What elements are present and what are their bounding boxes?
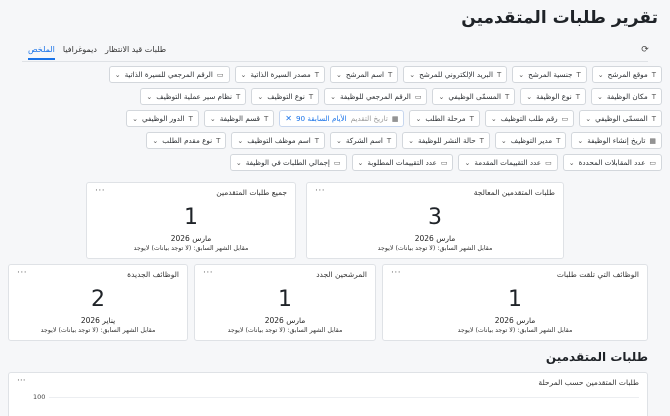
chevron-down-icon: ⌄ bbox=[500, 136, 507, 145]
kpi-compare: مقابل الشهر السابق: (لا توجد بيانات) لايوجد bbox=[227, 327, 343, 334]
filter-chip[interactable] bbox=[230, 154, 347, 171]
chevron-down-icon: ⌄ bbox=[146, 92, 153, 101]
kpi-compare: مقابل الشهر السابق: (لا توجد بيانات) لايوجد bbox=[133, 245, 249, 252]
more-horizontal-icon[interactable]: ··· bbox=[17, 268, 28, 278]
kpi-compare: مقابل الشهر السابق: (لا توجد بيانات) لايوجد bbox=[40, 327, 156, 334]
id-field-icon: ▭ bbox=[216, 70, 224, 79]
filter-label: اسم الشركة bbox=[345, 136, 383, 145]
filter-chip[interactable] bbox=[126, 110, 199, 127]
kpi-compare: مقابل الشهر السابق: (لا توجد بيانات) لايوجد bbox=[377, 245, 493, 252]
kpi-card-jobs-received bbox=[382, 264, 648, 341]
chevron-down-icon: ⌄ bbox=[415, 114, 422, 123]
kpi-title: جميع طلبات المتقدمين bbox=[216, 188, 287, 197]
filter-chip[interactable] bbox=[330, 132, 397, 149]
filter-row bbox=[8, 88, 662, 105]
kpi-value: 3 bbox=[428, 205, 442, 230]
filter-chip[interactable] bbox=[458, 154, 557, 171]
tabs-bar bbox=[22, 40, 648, 62]
kpi-period: مارس 2026 bbox=[170, 234, 212, 243]
filter-chip[interactable] bbox=[146, 132, 226, 149]
filter-chip[interactable] bbox=[231, 132, 325, 149]
section-title: طلبات المتقدمين bbox=[545, 350, 648, 364]
filter-label: نوع التوظيف bbox=[267, 92, 305, 101]
filter-chip[interactable] bbox=[592, 66, 662, 83]
chevron-down-icon: ⌄ bbox=[585, 114, 592, 123]
kpi-card-all-applications bbox=[86, 182, 296, 259]
filter-label: موقع المرشح bbox=[607, 70, 648, 79]
more-horizontal-icon[interactable]: ··· bbox=[391, 268, 402, 278]
filter-label: المسمّى الوظيفي bbox=[595, 114, 648, 123]
filter-label: البريد الإلكتروني للمرشح bbox=[419, 70, 493, 79]
kpi-period: مارس 2026 bbox=[414, 234, 456, 243]
chevron-down-icon: ⌄ bbox=[464, 158, 471, 167]
chevron-down-icon: ⌄ bbox=[235, 158, 242, 167]
chevron-down-icon: ⌄ bbox=[240, 70, 247, 79]
kpi-value: 1 bbox=[278, 287, 292, 312]
id-field-icon: ▭ bbox=[649, 158, 656, 167]
kpi-period: مارس 2026 bbox=[494, 316, 536, 325]
filter-label: عدد التقييمات المطلوبة bbox=[367, 158, 437, 167]
filter-label: نوع مقدم الطلب bbox=[162, 136, 213, 145]
filter-chip[interactable] bbox=[403, 66, 507, 83]
text-field-icon: T bbox=[216, 136, 221, 145]
chevron-down-icon: ⌄ bbox=[237, 136, 244, 145]
chevron-down-icon: ⌄ bbox=[330, 92, 337, 101]
filter-chip[interactable] bbox=[279, 110, 404, 127]
tab-demographics[interactable]: ديموغرافيا bbox=[62, 45, 97, 54]
more-horizontal-icon[interactable]: ··· bbox=[203, 268, 214, 278]
chart-card-applications-by-stage bbox=[8, 372, 648, 416]
filter-chip[interactable] bbox=[571, 132, 662, 149]
filter-label: تاريخ إنشاء الوظيفة bbox=[587, 136, 646, 145]
filter-chip[interactable] bbox=[512, 66, 586, 83]
page-title: تقرير طلبات المتقدمين bbox=[461, 8, 658, 28]
filter-label: مدير التوظيف bbox=[510, 136, 553, 145]
chart-title: طلبات المتقدمين حسب المرحلة bbox=[538, 378, 639, 387]
filter-chip[interactable] bbox=[330, 66, 398, 83]
text-field-icon: T bbox=[469, 114, 474, 123]
filter-value: الأيام السابقة 90 bbox=[295, 114, 347, 123]
filter-label: المسمّى الوظيفي bbox=[448, 92, 501, 101]
chevron-down-icon: ⌄ bbox=[114, 70, 121, 79]
chevron-down-icon: ⌄ bbox=[568, 158, 575, 167]
filter-chip[interactable] bbox=[520, 88, 586, 105]
kpi-title: طلبات المتقدمين المعالجة bbox=[473, 188, 555, 197]
filters-panel bbox=[8, 66, 662, 176]
kpi-value: 1 bbox=[508, 287, 522, 312]
kpi-title: الوظائف التي تلقت طلبات bbox=[556, 270, 639, 279]
id-field-icon: ▭ bbox=[440, 158, 448, 167]
filter-label: تاريخ التقديم bbox=[350, 114, 388, 123]
calendar-icon: ▦ bbox=[649, 136, 656, 145]
chevron-down-icon: ⌄ bbox=[132, 114, 138, 123]
more-horizontal-icon[interactable]: ··· bbox=[315, 186, 326, 196]
filter-label: الرقم المرجعي للسيرة الذاتية bbox=[124, 70, 213, 79]
text-field-icon: T bbox=[651, 114, 656, 123]
filter-chip[interactable] bbox=[251, 88, 319, 105]
kpi-compare: مقابل الشهر السابق: (لا توجد بيانات) لايوجد bbox=[457, 327, 573, 334]
kpi-value: 2 bbox=[91, 287, 105, 312]
filter-chip[interactable] bbox=[432, 88, 515, 105]
text-field-icon: T bbox=[497, 70, 502, 79]
filter-row bbox=[8, 132, 662, 149]
filter-label: نظام سير عملية التوظيف bbox=[156, 92, 233, 101]
chevron-down-icon: ⌄ bbox=[408, 136, 414, 145]
chevron-down-icon: ⌄ bbox=[357, 158, 364, 167]
kpi-period: مارس 2026 bbox=[264, 316, 306, 325]
clear-filter-icon[interactable]: ✕ bbox=[285, 114, 292, 123]
id-field-icon: ▭ bbox=[333, 158, 341, 167]
kpi-card-new-jobs bbox=[8, 264, 188, 341]
filter-label: الرقم المرجعي للوظيفة bbox=[340, 92, 411, 101]
filter-chip[interactable] bbox=[324, 88, 427, 105]
chevron-down-icon: ⌄ bbox=[152, 136, 159, 145]
text-field-icon: T bbox=[651, 70, 656, 79]
kpi-card-new-candidates bbox=[194, 264, 376, 341]
filter-label: اسم موظف التوظيف bbox=[247, 136, 311, 145]
chevron-down-icon: ⌄ bbox=[336, 136, 342, 145]
filter-chip[interactable] bbox=[140, 88, 246, 105]
text-field-icon: T bbox=[479, 136, 484, 145]
filter-label: مصدر السيرة الذاتية bbox=[250, 70, 311, 79]
filter-label: نوع الوظيفة bbox=[536, 92, 572, 101]
tab-summary[interactable]: الملخص bbox=[28, 45, 55, 60]
filter-chip[interactable] bbox=[563, 154, 662, 171]
filter-label: إجمالي الطلبات في الوظيفة bbox=[245, 158, 330, 167]
chevron-down-icon: ⌄ bbox=[438, 92, 445, 101]
y-axis-tick: 100 bbox=[33, 393, 46, 401]
text-field-icon: T bbox=[651, 92, 656, 101]
text-field-icon: T bbox=[314, 136, 320, 145]
chevron-down-icon: ⌄ bbox=[257, 92, 264, 101]
kpi-card-processed bbox=[306, 182, 564, 259]
kpi-title: المرشحين الجدد bbox=[316, 270, 367, 279]
kpi-period: يناير 2026 bbox=[80, 316, 116, 325]
kpi-title: الوظائف الجديدة bbox=[127, 270, 179, 279]
id-field-icon: ▭ bbox=[545, 158, 552, 167]
filter-chip[interactable] bbox=[402, 132, 490, 149]
filter-label: جنسية المرشح bbox=[528, 70, 573, 79]
filter-chip[interactable] bbox=[352, 154, 454, 171]
text-field-icon: T bbox=[387, 70, 393, 79]
filter-row bbox=[8, 66, 662, 83]
kpi-value: 1 bbox=[184, 205, 198, 230]
filter-label: الدور الوظيفي bbox=[141, 114, 185, 123]
id-field-icon: ▭ bbox=[561, 114, 569, 123]
filter-label: مكان الوظيفة bbox=[606, 92, 648, 101]
text-field-icon: T bbox=[308, 92, 314, 101]
more-horizontal-icon[interactable]: ··· bbox=[95, 186, 106, 196]
tab-pending-applications[interactable]: طلبات قيد الانتظار bbox=[104, 45, 167, 54]
calendar-icon: ▦ bbox=[391, 114, 399, 123]
filter-label: عدد المقابلات المحددة bbox=[578, 158, 646, 167]
chevron-down-icon: ⌄ bbox=[490, 114, 497, 123]
id-field-icon: ▭ bbox=[414, 92, 422, 101]
text-field-icon: T bbox=[504, 92, 510, 101]
text-field-icon: T bbox=[188, 114, 193, 123]
filter-chip[interactable] bbox=[495, 132, 566, 149]
chevron-down-icon: ⌄ bbox=[518, 70, 525, 79]
filter-label: مرحلة الطلب bbox=[425, 114, 466, 123]
filter-row bbox=[8, 154, 662, 171]
filter-label: رقم طلب التوظيف bbox=[500, 114, 558, 123]
filter-chip[interactable] bbox=[591, 88, 662, 105]
chevron-down-icon: ⌄ bbox=[577, 136, 584, 145]
filter-chip[interactable] bbox=[485, 110, 574, 127]
text-field-icon: T bbox=[556, 136, 561, 145]
gridline bbox=[49, 397, 639, 398]
chevron-down-icon: ⌄ bbox=[409, 70, 416, 79]
more-horizontal-icon[interactable]: ··· bbox=[17, 376, 26, 386]
filter-label: اسم المرشح bbox=[345, 70, 384, 79]
text-field-icon: T bbox=[575, 92, 580, 101]
filter-chip[interactable] bbox=[409, 110, 479, 127]
refresh-icon[interactable]: ⟳ bbox=[641, 45, 649, 55]
filter-label: قسم الوظيفة bbox=[219, 114, 260, 123]
filter-row bbox=[8, 110, 662, 127]
text-field-icon: T bbox=[263, 114, 269, 123]
text-field-icon: T bbox=[576, 70, 581, 79]
text-field-icon: T bbox=[314, 70, 320, 79]
tabs bbox=[28, 45, 166, 60]
chevron-down-icon: ⌄ bbox=[336, 70, 342, 79]
chevron-down-icon: ⌄ bbox=[209, 114, 216, 123]
filter-label: حالة النشر للوظيفة bbox=[418, 136, 476, 145]
chevron-down-icon: ⌄ bbox=[526, 92, 533, 101]
filter-chip[interactable] bbox=[579, 110, 662, 127]
text-field-icon: T bbox=[386, 136, 392, 145]
filter-chip[interactable] bbox=[235, 66, 326, 83]
filter-chip[interactable] bbox=[109, 66, 230, 83]
filter-label: عدد التقييمات المقدمة bbox=[474, 158, 542, 167]
filter-chip[interactable] bbox=[204, 110, 274, 127]
chevron-down-icon: ⌄ bbox=[596, 92, 603, 101]
chevron-down-icon: ⌄ bbox=[597, 70, 604, 79]
text-field-icon: T bbox=[236, 92, 241, 101]
